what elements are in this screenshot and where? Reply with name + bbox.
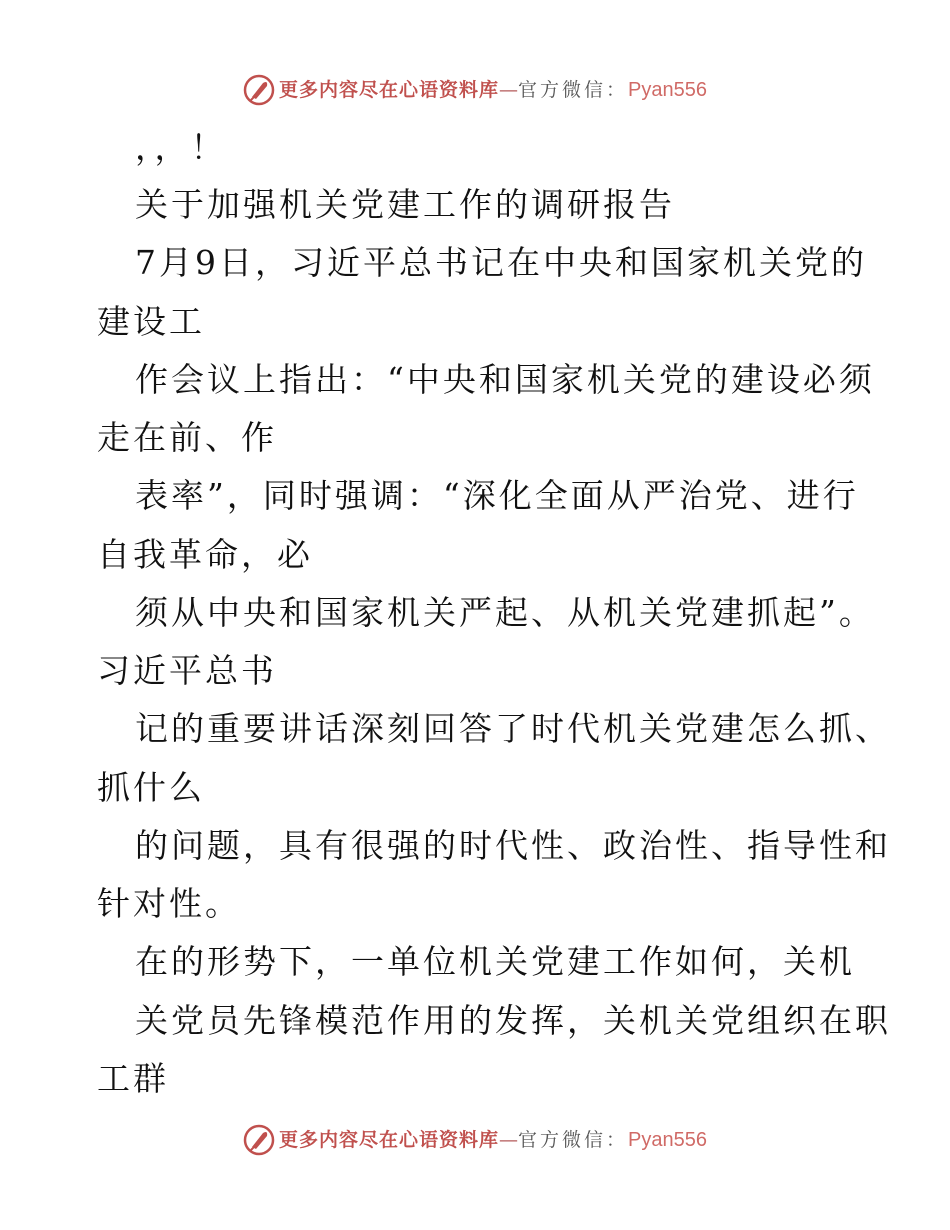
text-line: 针对性。 (97, 884, 241, 923)
header-wechat-label: 官方微信： (518, 79, 629, 101)
header-banner (0, 70, 950, 110)
text-line: 记的重要讲话深刻回答了时代机关党建怎么抓、 (135, 709, 891, 748)
text-line: 关党员先锋模范作用的发挥，关机关党组织在职 (135, 1001, 891, 1040)
text-line: ，，！ (135, 128, 227, 167)
footer-wechat-label: 官方微信： (518, 1129, 629, 1151)
footer-account: Pyan556 (628, 1129, 707, 1151)
quill-logo-icon (243, 74, 275, 106)
text-line: 工群 (97, 1059, 169, 1098)
text-line: 表率”，同时强调：“深化全面从严治党、进行 (135, 476, 859, 515)
footer-banner (0, 1120, 950, 1160)
text-line: 须从中央和国家机关严起、从机关党建抓起”。 (135, 593, 875, 632)
footer-brand: 更多内容尽在心语资料库 (279, 1129, 500, 1151)
text-line: 7月9日，习近平总书记在中央和国家机关党的 (135, 243, 867, 282)
text-line: 的问题，具有很强的时代性、政治性、指导性和 (135, 826, 891, 865)
document-title: 关于加强机关党建工作的调研报告 (135, 185, 675, 224)
text-line: 抓什么 (97, 768, 205, 807)
quill-logo-icon (243, 1124, 275, 1156)
text-line: 走在前、作 (97, 418, 277, 457)
text-line: 自我革命，必 (97, 535, 313, 574)
header-separator: — (499, 79, 519, 101)
text-line: 建设工 (97, 302, 205, 341)
text-line: 在的形势下，一单位机关党建工作如何，关机 (135, 942, 855, 981)
text-line: 作会议上指出：“中央和国家机关党的建设必须 (135, 360, 875, 399)
footer-separator: — (499, 1129, 519, 1151)
header-account: Pyan556 (628, 79, 707, 101)
text-line: 习近平总书 (97, 651, 277, 690)
header-brand: 更多内容尽在心语资料库 (279, 79, 500, 101)
